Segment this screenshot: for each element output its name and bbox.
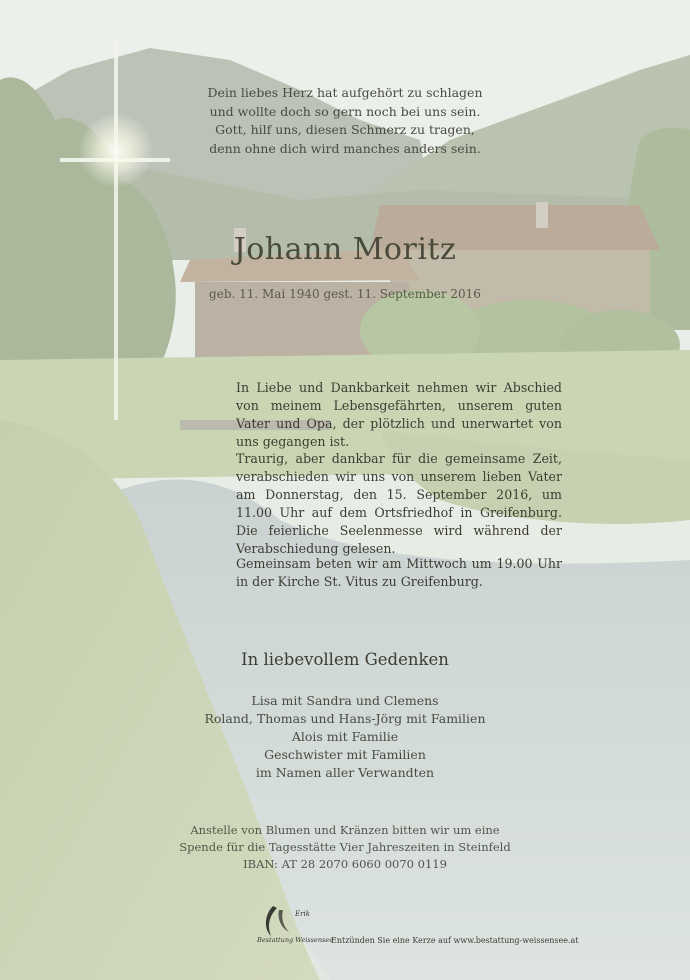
memorial-heading: In liebevollem Gedenken <box>241 650 449 669</box>
svg-text:Erik: Erik <box>295 910 310 918</box>
donation-note <box>0 822 690 873</box>
prayer-paragraph: Gemeinsam beten wir am Mittwoch um 19.00 Uhr in der Kirche St. Vitus zu Greifenburg. <box>236 556 562 589</box>
funeral-home-logo <box>255 900 334 948</box>
mourner-line: im Namen aller Verwandten <box>255 765 435 780</box>
poem-line: Dein liebes Herz hat aufgehört zu schlagen <box>207 85 483 100</box>
poem-line: denn ohne dich wird manches anders sein. <box>209 140 481 156</box>
poem-line: und wollte doch so gern noch bei uns sein. <box>209 103 481 119</box>
mourner-line: Lisa mit Sandra und Clemens <box>251 693 439 708</box>
candle-link-text[interactable]: Entzünden Sie eine Kerze auf www.bestattung-weissensee.at <box>331 936 579 945</box>
farewell-paragraph: In Liebe und Dankbarkeit nehmen wir Abschied von meinem Lebensgefährten, unserem guten Vater und Opa, der plötzlich und unerwartet von uns gegangen ist. <box>236 380 562 449</box>
donation-line: Spende für die Tagesstätte Vier Jahreszeiten in Steinfeld <box>179 840 511 854</box>
life-dates: geb. 11. Mai 1940 gest. 11. September 2016 <box>209 287 481 301</box>
mourner-line: Roland, Thomas und Hans-Jörg mit Familien <box>204 711 486 726</box>
donation-line: Anstelle von Blumen und Kränzen bitten wir um eine <box>190 823 500 837</box>
poem-line: Gott, hilf uns, diesen Schmerz zu tragen, <box>215 122 475 137</box>
svg-text:Bestattung Weissensee: Bestattung Weissensee <box>257 936 334 944</box>
donation-iban: IBAN: AT 28 2070 6060 0070 0119 <box>243 857 447 871</box>
footer <box>255 900 585 950</box>
funeral-details-paragraph: Traurig, aber dankbar für die gemeinsame Zeit, verabschieden wir uns von unserem lieben Vater am Donnerstag, den 15. September 2016, um 11.00 Uhr auf dem Ortsfriedhof in Greifenburg. Die feierliche Seelenmesse wird während der Verabschiedung gelesen. <box>236 451 562 556</box>
mourner-line: Geschwister mit Familien <box>264 747 426 762</box>
mourner-line: Alois mit Familie <box>291 729 399 744</box>
memorial-poem <box>0 84 690 158</box>
mourners-list <box>0 692 690 782</box>
deceased-name: Johann Moritz <box>233 232 457 267</box>
